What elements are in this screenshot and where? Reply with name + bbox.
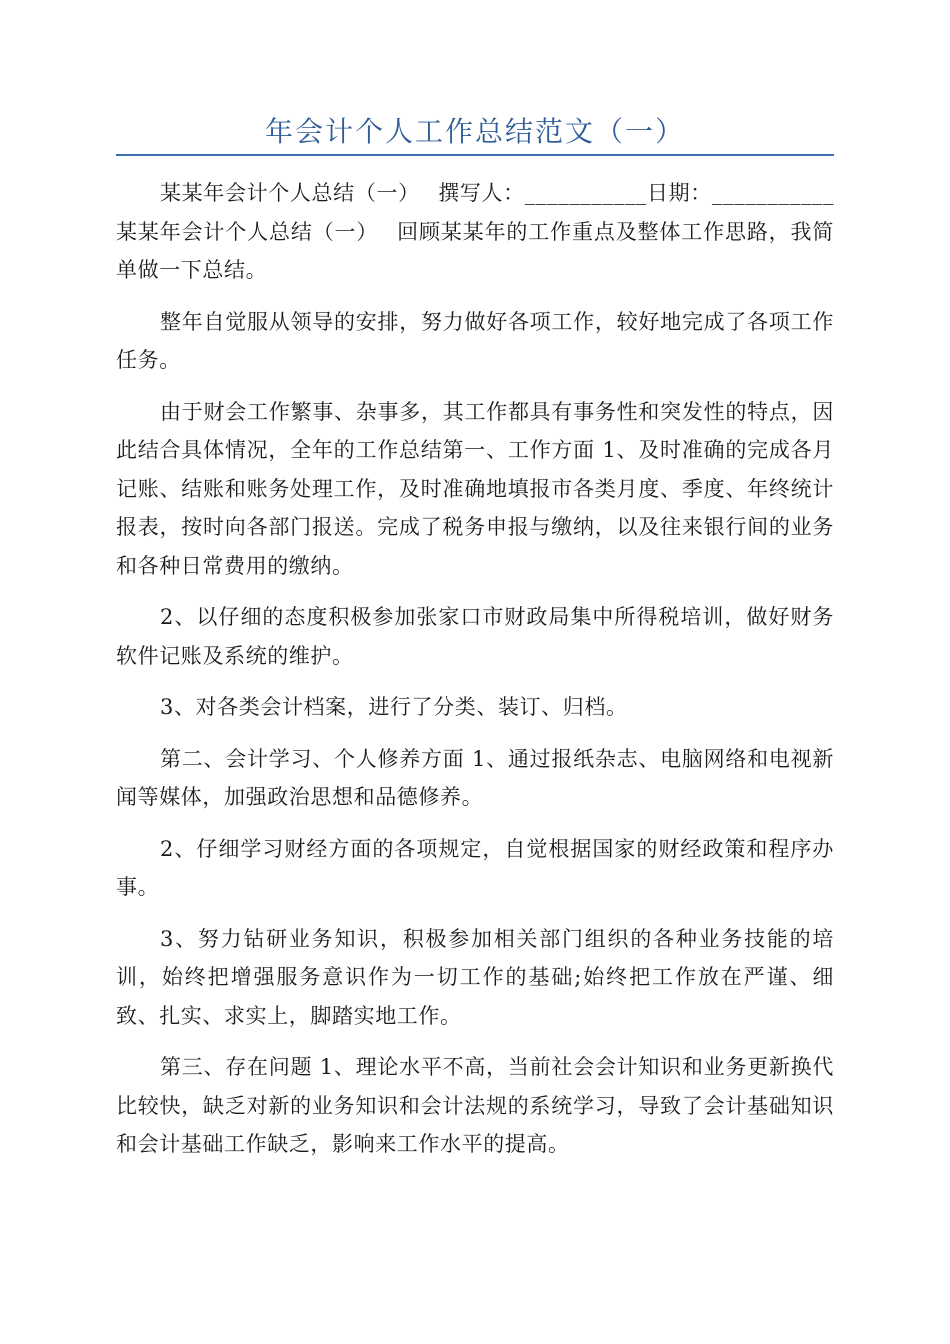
- paragraph-regulations: 2、仔细学习财经方面的各项规定，自觉根据国家的财经政策和程序办事。: [116, 836, 834, 899]
- paragraph-training: 2、以仔细的态度积极参加张家口市财政局集中所得税培训，做好财务软件记账及系统的维护。: [116, 605, 834, 668]
- paragraph-intro: 某某年会计个人总结（一） 撰写人：___________日期：___________某某年会计个人总结（一） 回顾某某年的工作重点及整体工作思路，我简单做一下总结。: [116, 181, 834, 282]
- paragraph-skills: 3、努力钻研业务知识，积极参加相关部门组织的各种业务技能的培训，始终把增强服务意识作为一切工作的基础;始终把工作放在严谨、细致、扎实、求实上，脚踏实地工作。: [116, 926, 834, 1028]
- paragraph-study-section: 第二、会计学习、个人修养方面 1、通过报纸杂志、电脑网络和电视新闻等媒体，加强政治思想和品德修养。: [116, 746, 834, 809]
- paragraph-overview: 整年自觉服从领导的安排，努力做好各项工作，较好地完成了各项工作任务。: [116, 309, 834, 372]
- paragraph-problems-section: 第三、存在问题 1、理论水平不高，当前社会会计知识和业务更新换代比较快，缺乏对新的业务知识和会计法规的系统学习，导致了会计基础知识和会计基础工作缺乏，影响来工作水平的提高。: [116, 1055, 834, 1156]
- paragraph-archives: 3、对各类会计档案，进行了分类、装订、归档。: [160, 695, 628, 719]
- page-title: 年会计个人工作总结范文（一）: [264, 115, 685, 148]
- title-underline: [116, 154, 834, 156]
- paragraph-work-section: 由于财会工作繁事、杂事多，其工作都具有事务性和突发性的特点，因此结合具体情况，全年的工作总结第一、工作方面 1、及时准确的完成各月记账、结账和账务处理工作，及时准确地填报市各类月度、季度、年终统计报表，按时向各部门报送。完成了税务申报与缴纳，以及往来银行间的业务和各种日常费用的缴纳。: [116, 399, 834, 578]
- document-body: [116, 174, 834, 1177]
